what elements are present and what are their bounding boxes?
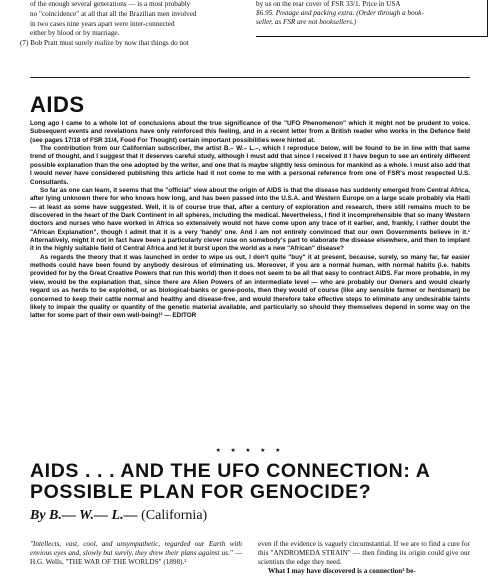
footnote-7: (7) Bob Pratt must surely realize by now that things do not [20, 39, 189, 48]
article-paragraph: even if the evidence is vaguely circumstantial. If we are to find a cure for this "ANDROMEDA STRAIN" — then finding its origin could give our scientists the edge they need. [258, 540, 470, 567]
epigraph-quote: "Intellects, vast, cool, and unsympathetic, regarded our Earth with envious eyes and, slowly but surely, they drew their plans against us." [30, 540, 242, 558]
editorial-paragraph: As regards the theory that it was launched in order to wipe us out, I don't quite "buy" it at present, because, surely, so many far, far easier methods could have been found by anybody desirous of eliminating us. Moreover, if you are a normal human, with normal habits (i.e. habits provided for by the Great Creative Powers that run this world) then it does not seem to be all that easy to contract AIDS. Far more probable, in my view, would be the explanation that, since there are Alien Powers of an intermediate level — who are probably our Owners and would clearly regard us as herds to be exploited, or as biological-banks or gene-pools, then they would of course (like any sensible farmer or herdsman) be concerned to keep their cattle normal and healthy and disease-free, and would therefore take effective steps to eliminate any undesirable taints likely to impair the quality or quantity of the genetic material available, and particularly so should they themselves depend in some way on the latter for some part of their own well-being!² — EDITOR [30, 253, 470, 320]
fragment-line: in two cases nine years apart were inter-connected [30, 19, 175, 28]
book-notice-line: by us on the rear cover of FSR 33/1. Price in USA [256, 0, 401, 8]
editorial-paragraph: So far as one can learn, it seems that the "official" view about the origin of AIDS is that the disease has suddenly emerged from Central Africa, after lying unknown there for who knows how long, and has been passed into the U.S.A. and Western Europe on a large scale probably via Haiti — at least as some have suggested. Well, it is of course true that, after a century of exploration and research, there still remains much to be discovered in the heart of the Dark Continent in all spheres, including the medical. Nevertheless, I find it incomprehensible that so many Western doctors and nurses who have worked in Africa so extensively would not have come upon any trace of it earlier, and, frankly, I rather doubt the "African Explanation", though I admit that it is a very 'handy' one. And I am not entirely convinced that our own Governments believe in it.¹ Alternatively, might it not in fact have been a particularly clever ruse on somebody's part to elaborate the disease elsewhere, and then to implant it in the highly suitable field of Central Africa and let it burst upon the world as a new "African" disease? [30, 186, 470, 253]
book-notice-box [256, 0, 488, 26]
byline-location: (California) [141, 508, 208, 523]
box-border-bottom [256, 36, 488, 37]
book-notice-line: seller, as FSR are not booksellers.) [256, 17, 357, 26]
section-separator: ★ ★ ★ ★ ★ [215, 448, 285, 454]
section-rule [30, 77, 470, 78]
fragment-line: either by blood or by marriage. [30, 29, 120, 38]
article-byline [30, 508, 207, 524]
article-column-right [258, 540, 470, 576]
epigraph-attribution: — H.G. Wells, "THE WAR OF THE WORLDS" (1898).² [30, 549, 242, 567]
box-border-right [487, 0, 488, 36]
previous-article-fragment [20, 0, 235, 49]
epigraph [30, 540, 242, 567]
editorial-paragraph: The contribution from our Californian subscriber, the artist B.– W.– L.–, which I reproduce below, will be found to be in line with that same trend of thought, and I suggest that it deserves careful study, although I must add that since I received it I have begun to see an entirely different possible explanation than the one adopted by the writer, and one that is maybe slightly less ominous for mankind as a whole. I must also add that I would never have considered publishing this article had it not come to me with a personal reference from one of FSR's most respected U.S. Consultants. [30, 145, 470, 186]
editorial-title: AIDS [30, 92, 85, 117]
book-notice-line: $6.95. Postage and packing extra. (Order through a book- [256, 8, 424, 17]
editorial-body [30, 120, 470, 321]
editorial-paragraph: Long ago I came to a whole lot of conclusions about the true significance of the "UFO Phenomenon" which it might not be prudent to voice. Subsequent events and revelations have only reinforced this feeling, and in a recent letter from a British reader who works in the Defence field (see pages 17/18 of FSR 31/4, Food For Thought) certain important possibilities were hinted at. [30, 120, 470, 144]
fragment-line: no "coincidence" at all that all the Brazilian men involved [30, 9, 197, 18]
byline-author: By B.— W.— L.— [30, 508, 138, 523]
article-paragraph: What I may have discovered is a connection³ be- [268, 567, 416, 576]
article-headline: AIDS . . . AND THE UFO CONNECTION: A POSSIBLE PLAN FOR GENOCIDE? [30, 460, 430, 504]
fragment-line: of the enough several generations — is a most probably [30, 0, 191, 8]
